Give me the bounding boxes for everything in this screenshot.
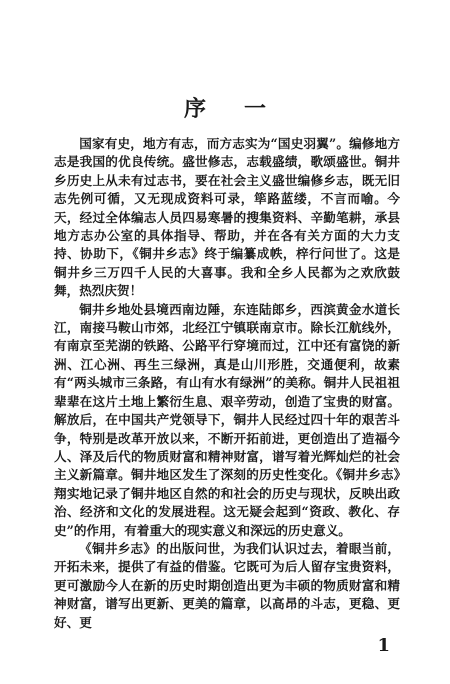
- paragraph-3: 《铜井乡志》的出版问世，为我们认识过去，着眼当前，开拓未来，提供了有益的借鉴。它既可为后人留存宝贵资料，更可激励今人在新的历史时期创造出更为丰硕的物质财富和精神财富，谱写出更新、更美的篇章，以高昂的斗志，更稳、更好、更: [54, 540, 400, 630]
- page-title: [0, 92, 450, 123]
- title-char-2: 一: [244, 96, 267, 122]
- body-text: [54, 135, 400, 632]
- paragraph-1: 国家有史，地方有志，而方志实为“国史羽翼”。编修地方志是我国的优良传统。盛世修志，志载盛绩，歌颂盛世。铜井乡历史上从未有过志书，要在社会主义盛世编修乡志，既无旧志先例可循，又无现成资料可录，筚路蓝缕，不言而喻。今天，经过全体编志人员四易寒暑的搜集资料、辛勤笔耕，承县地方志办公室的具体指导、帮助，并在各有关方面的大力支持、协助下，《铜井乡志》终于编纂成帙，梓行问世了。这是铜井乡三万四千人民的大喜事。我和全乡人民都为之欢欣鼓舞，热烈庆贺！: [54, 136, 400, 299]
- paragraph-2: 铜井乡地处县境西南边陲，东连陆郎乡，西滨黄金水道长江，南接马鞍山市郊，北经江宁镇联南京市。除长江航线外，有南京至芜湖的铁路、公路平行穿境而过，江中还有富饶的新洲、江心洲、再生三绿洲，真是山川形胜，交通便利，故素有“两头城市三条路，有山有水有绿洲”的美称。铜井人民祖祖辈辈在这片土地上繁衍生息、艰辛劳动，创造了宝贵的财富。解放后，在中国共产党领导下，铜井人民经过四十年的艰苦斗争，特别是改革开放以来，不断开拓前进，更创造出了造福今人、泽及后代的物质财富和精神财富，谱写着光辉灿烂的社会主义新篇章。铜井地区发生了深刻的历史性变化。《铜井乡志》翔实地记录了铜井地区自然的和社会的历史与现状，反映出政治、经济和文化的发展进程。这无疑会起到“资政、教化、存史”的作用，有着重大的现实意义和深远的历史意义。: [54, 301, 400, 538]
- page-number: 1: [377, 635, 390, 656]
- title-char-1: 序: [183, 96, 206, 122]
